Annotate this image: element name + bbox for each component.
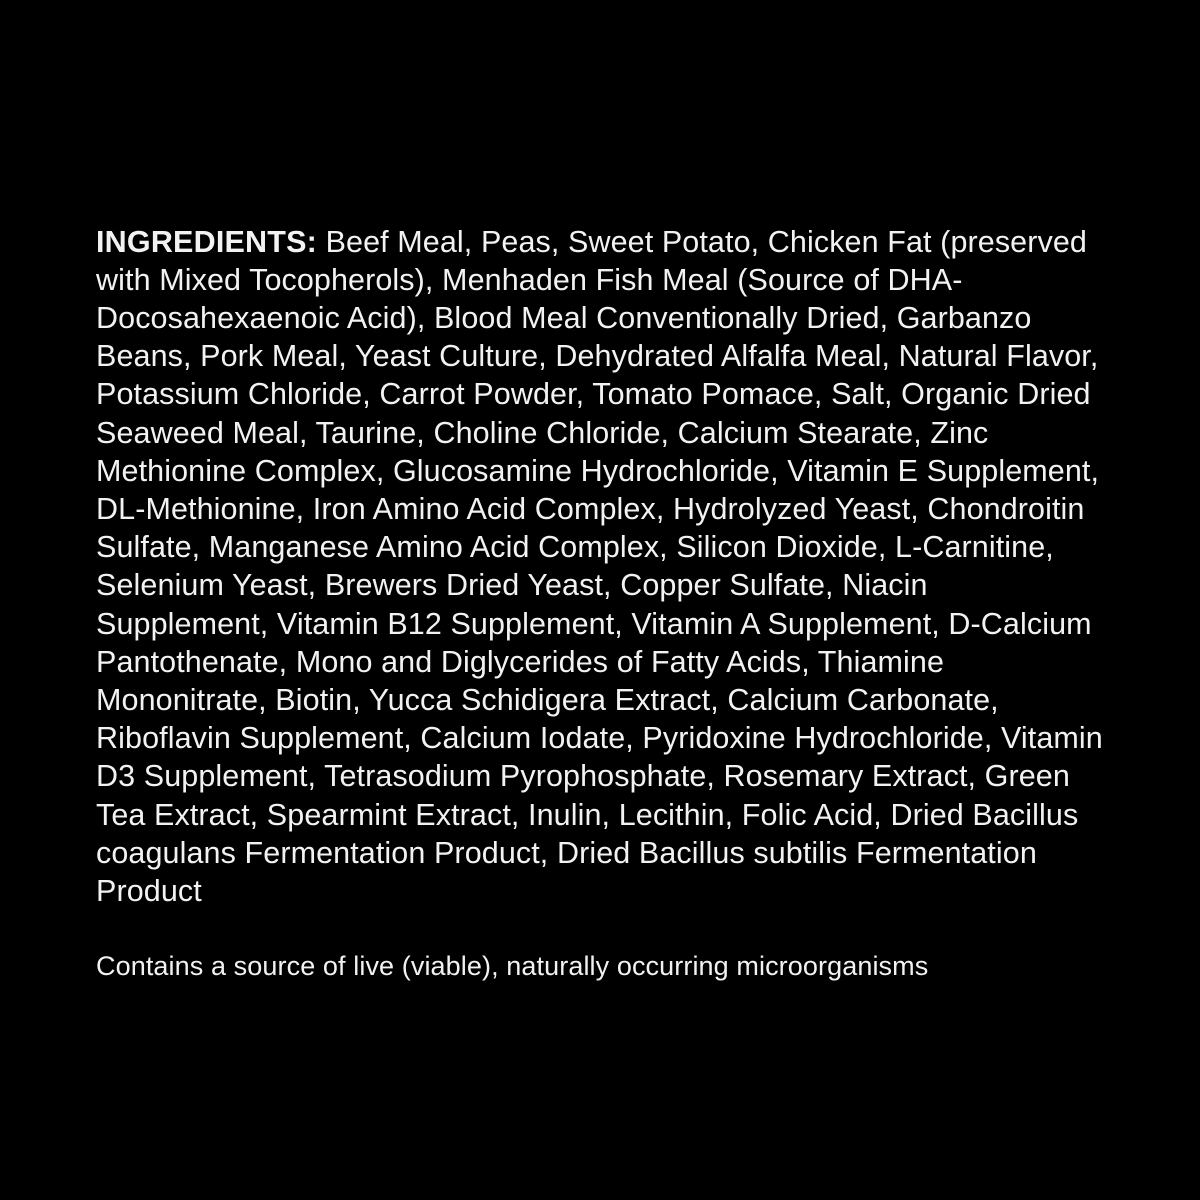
microorganisms-note: Contains a source of live (viable), naturally occurring microorganisms — [96, 951, 929, 982]
ingredients-paragraph — [96, 223, 1108, 911]
ingredients-list-text: Beef Meal, Peas, Sweet Potato, Chicken Fat (preserved with Mixed Tocopherols), Menhaden Fish Meal (Source of DHA-Docosahexaenoic Acid), Blood Meal Conventionally Dried, Garbanzo Beans, Pork Meal, Yeast Culture, Dehydrated Alfalfa Meal, Natural Flavor, Potassium Chloride, Carrot Powder, Tomato Pomace, Salt, Organic Dried Seaweed Meal, Taurine, Choline Chloride, Calcium Stearate, Zinc Methionine Complex, Glucosamine Hydrochloride, Vitamin E Supplement, DL-Methionine, Iron Amino Acid Complex, Hydrolyzed Yeast, Chondroitin Sulfate, Manganese Amino Acid Complex, Silicon Dioxide, L-Carnitine, Selenium Yeast, Brewers Dried Yeast, Copper Sulfate, Niacin Supplement, Vitamin B12 Supplement, Vitamin A Supplement, D-Calcium Pantothenate, Mono and Diglycerides of Fatty Acids, Thiamine Mononitrate, Biotin, Yucca Schidigera Extract, Calcium Carbonate, Riboflavin Supplement, Calcium Iodate, Pyridoxine Hydrochloride, Vitamin D3 Supplement, Tetrasodium Pyrophosphate, Rosemary Extract, Green Tea Extract, Spearmint Extract, Inulin, Lecithin, Folic Acid, Dried Bacillus coagulans Fermentation Product, Dried Bacillus subtilis Fermentation Product — [96, 224, 1103, 908]
ingredients-heading: INGREDIENTS: — [96, 224, 317, 259]
ingredients-panel — [96, 192, 1108, 1011]
